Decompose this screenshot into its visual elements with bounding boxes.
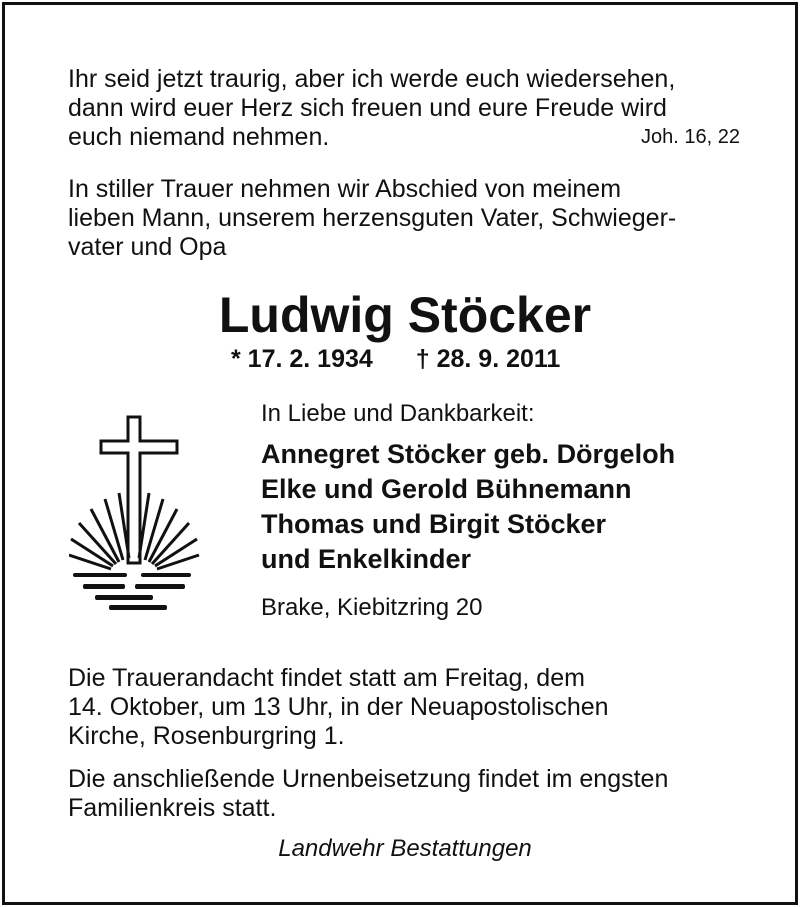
- service-line: Kirche, Rosenburgring 1.: [68, 722, 345, 750]
- mourners-address: Brake, Kiebitzring 20: [261, 594, 483, 621]
- mourner-name: Elke und Gerold Bühnemann: [261, 474, 632, 504]
- mourner-name: und Enkelkinder: [261, 544, 472, 574]
- mourners-list: [261, 437, 675, 577]
- intro-line: vater und Opa: [68, 233, 227, 261]
- mourner-name: Thomas und Birgit Stöcker: [261, 509, 607, 539]
- verse-line: euch niemand nehmen.: [68, 123, 330, 151]
- deceased-name: Ludwig Stöcker: [218, 287, 592, 343]
- mourners-intro: In Liebe und Dankbarkeit:: [261, 400, 535, 427]
- bible-verse: [68, 65, 740, 152]
- intro-line: In stiller Trauer nehmen wir Abschied von meinem: [68, 175, 622, 203]
- funeral-home: Landwehr Bestattungen: [278, 835, 532, 862]
- verse-line: Ihr seid jetzt traurig, aber ich werde euch wiedersehen,: [68, 65, 676, 93]
- cross-sunrise-icon: [69, 413, 219, 613]
- service-info: [68, 664, 740, 751]
- farewell-intro: [68, 175, 740, 262]
- burial-line: Familienkreis statt.: [68, 794, 277, 822]
- obituary-notice: [2, 2, 798, 905]
- birth-date: * 17. 2. 1934: [231, 345, 373, 373]
- verse-line: dann wird euer Herz sich freuen und eure Freude wird: [68, 94, 667, 122]
- intro-line: lieben Mann, unserem herzensguten Vater, Schwieger-: [68, 204, 677, 232]
- burial-line: Die anschließende Urnenbeisetzung findet im engsten: [68, 765, 669, 793]
- service-line: 14. Oktober, um 13 Uhr, in der Neuapostolischen: [68, 693, 609, 721]
- verse-reference: Joh. 16, 22: [641, 126, 740, 148]
- death-date: † 28. 9. 2011: [415, 345, 561, 373]
- life-dates: [231, 344, 560, 374]
- service-line: Die Trauerandacht findet statt am Freitag, dem: [68, 664, 585, 692]
- burial-info: [68, 765, 740, 823]
- mourner-name: Annegret Stöcker geb. Dörgeloh: [261, 439, 676, 469]
